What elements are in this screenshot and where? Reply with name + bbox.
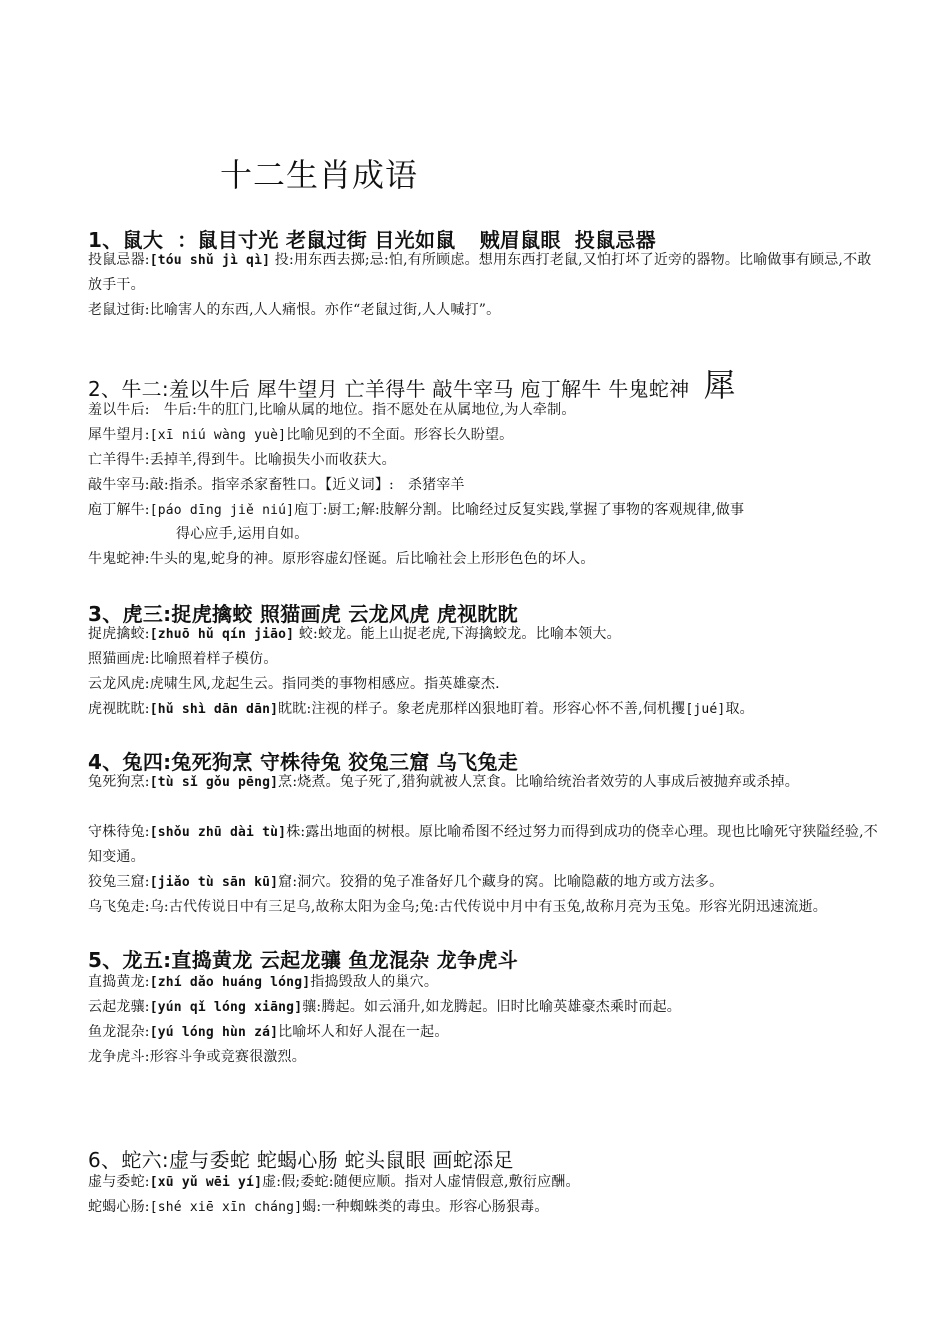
idiom-entry (88, 498, 878, 523)
idiom-entry: 照猫画虎:比喻照着样子模仿。 (88, 651, 278, 667)
idiom-term: 虎视眈眈: (88, 701, 150, 717)
idiom-definition: 庖丁:厨工;解:肢解分割。比喻经过反复实践,掌握了事物的客观规律,做事 (294, 502, 745, 518)
idiom-continuation: 得心应手,运用自如。 (176, 526, 309, 542)
section-heading-dragon: 5、龙五:直捣黄龙 云起龙骧 鱼龙混杂 龙争虎斗 (88, 948, 519, 972)
idiom-term: 云起龙骧: (88, 999, 150, 1015)
heading-part: 1、鼠大 (88, 228, 164, 252)
pinyin: [zhuō hǔ qín jiāo] (149, 627, 295, 642)
idiom-term: 狡兔三窟: (88, 874, 150, 890)
heading-part: 贼眉鼠眼 (479, 228, 561, 252)
idiom-term: 捉虎擒蛟: (88, 626, 150, 642)
idiom-definition: 牛头的鬼,蛇身的神。原形容虚幻怪诞。后比喻社会上形形色色的坏人。 (149, 551, 595, 567)
pinyin: [tù sǐ gǒu pēng] (149, 775, 279, 790)
idiom-entry: 云龙风虎:虎啸生风,龙起生云。指同类的事物相感应。指英雄豪杰. (88, 676, 500, 692)
pinyin: [shé xiē xīn cháng] (149, 1200, 303, 1215)
idiom-definition: 株:露出地面的树根。原比喻希图不经过努力而得到成功的侥幸心理。现也比喻死守狭隘经验,不知变通。 (88, 824, 878, 865)
heading-text: 2、牛二:羞以牛后 犀牛望月 亡羊得牛 敲牛宰马 庖丁解牛 牛鬼蛇神 (88, 377, 690, 401)
idiom-entry (88, 622, 878, 647)
section-heading-rabbit: 4、兔四:兔死狗烹 守株待兔 狡兔三窟 乌飞兔走 (88, 750, 519, 774)
idiom-definition: 牛后:牛的肛门,比喻从属的地位。指不愿处在从属地位,为人牵制。 (163, 402, 576, 418)
idiom-term: 羞以牛后: (88, 402, 150, 418)
idiom-entry (88, 473, 878, 497)
idiom-definition: 比喻见到的不全面。形容长久盼望。 (286, 427, 514, 443)
section-heading-snake: 6、蛇六:虚与委蛇 蛇蝎心肠 蛇头鼠眼 画蛇添足 (88, 1148, 514, 1172)
idiom-definition: 比喻坏人和好人混在一起。 (278, 1024, 449, 1040)
pinyin: [jué] (685, 702, 726, 717)
idiom-term: 虚与委蛇: (88, 1174, 150, 1190)
idiom-term: 犀牛望月: (88, 427, 150, 443)
page-title: 十二生肖成语 (220, 156, 419, 194)
pinyin: [yú lóng hùn zá] (149, 1025, 279, 1040)
idiom-term: 投鼠忌器: (88, 252, 150, 268)
idiom-term: 鱼龙混杂: (88, 1024, 150, 1040)
synonym: 杀猪宰羊 (407, 477, 465, 493)
idiom-entry (88, 970, 878, 995)
idiom-entry: 老鼠过街:比喻害人的东西,人人痛恨。亦作“老鼠过街,人人喊打”。 (88, 302, 501, 318)
idiom-entry (88, 820, 878, 869)
idiom-term: 蛇蝎心肠: (88, 1199, 150, 1215)
heading-part: ：鼠目寸光 老鼠过街 目光如鼠 (177, 228, 456, 252)
idiom-term: 直捣黄龙: (88, 974, 150, 990)
idiom-definition: 骧:腾起。如云涌升,如龙腾起。旧时比喻英雄豪杰乘时而起。 (302, 999, 681, 1015)
idiom-entry (88, 870, 878, 895)
idiom-entry (88, 398, 878, 422)
idiom-definition: 投:用东西去掷;忌:怕,有所顾虑。想用东西打老鼠,又怕打坏了近旁的器物。比喻做事有顾忌,不敢放手干。 (88, 252, 872, 293)
idiom-definition: 虚:假;委蛇:随便应顺。指对人虚情假意,敷衍应酬。 (262, 1174, 580, 1190)
heading-part: 投鼠忌器 (574, 228, 656, 252)
idiom-entry (88, 697, 878, 722)
idiom-definition: 敲牛宰马:敲:指杀。指宰杀家畜牲口。【近义词】: (88, 477, 394, 493)
pinyin: [shǒu zhū dài tù] (149, 825, 287, 840)
pinyin: [yún qǐ lóng xiāng] (149, 1000, 303, 1015)
idiom-definition: 蛟:蛟龙。能上山捉老虎,下海擒蛟龙。比喻本领大。 (294, 626, 621, 642)
idiom-definition: 指捣毁敌人的巢穴。 (310, 974, 439, 990)
idiom-entry: 亡羊得牛:丢掉羊,得到牛。比喻损失小而收获大。 (88, 452, 396, 468)
idiom-entry (88, 995, 878, 1020)
idiom-term: 庖丁解牛: (88, 502, 150, 518)
pinyin: [zhí dǎo huáng lóng] (149, 975, 311, 990)
idiom-definition: 取。 (725, 701, 754, 717)
idiom-entry: 乌飞兔走:乌:古代传说日中有三足乌,故称太阳为金乌;兔:古代传说中月中有玉兔,故称月亮为玉兔。形容光阴迅速流逝。 (88, 899, 827, 915)
idiom-entry (88, 423, 878, 448)
pinyin: [páo dīng jiě niú] (149, 503, 295, 518)
idiom-entry (88, 248, 878, 297)
idiom-definition: 烹:烧煮。兔子死了,猎狗就被人烹食。比喻给统治者效劳的人事成后被抛弃或杀掉。 (278, 774, 799, 790)
large-character: 犀 (703, 366, 736, 404)
idiom-definition: 眈眈:注视的样子。象老虎那样凶狠地盯着。形容心怀不善,伺机攫 (278, 701, 686, 717)
idiom-definition: 窟:洞穴。狡猾的兔子准备好几个藏身的窝。比喻隐蔽的地方或方法多。 (278, 874, 724, 890)
section-heading-tiger: 3、虎三:捉虎擒蛟 照猫画虎 云龙风虎 虎视眈眈 (88, 602, 519, 626)
pinyin: [xī niú wàng yuè] (149, 428, 287, 443)
idiom-entry (88, 1170, 878, 1195)
idiom-term: 兔死狗烹: (88, 774, 150, 790)
idiom-entry (88, 547, 878, 571)
idiom-entry (88, 1020, 878, 1045)
idiom-definition: 蝎:一种蜘蛛类的毒虫。形容心肠狠毒。 (302, 1199, 549, 1215)
idiom-entry: 龙争虎斗:形容斗争或竞赛很激烈。 (88, 1049, 306, 1065)
idiom-term: 守株待兔: (88, 824, 150, 840)
idiom-entry (88, 1195, 878, 1220)
pinyin: [hǔ shì dān dān] (149, 702, 279, 717)
idiom-entry (88, 770, 878, 795)
pinyin: [jiǎo tù sān kū] (149, 875, 279, 890)
pinyin: [tóu shǔ jì qì] (149, 253, 271, 268)
idiom-term: 牛鬼蛇神: (88, 551, 150, 567)
pinyin: [xū yǔ wēi yí] (149, 1175, 263, 1190)
